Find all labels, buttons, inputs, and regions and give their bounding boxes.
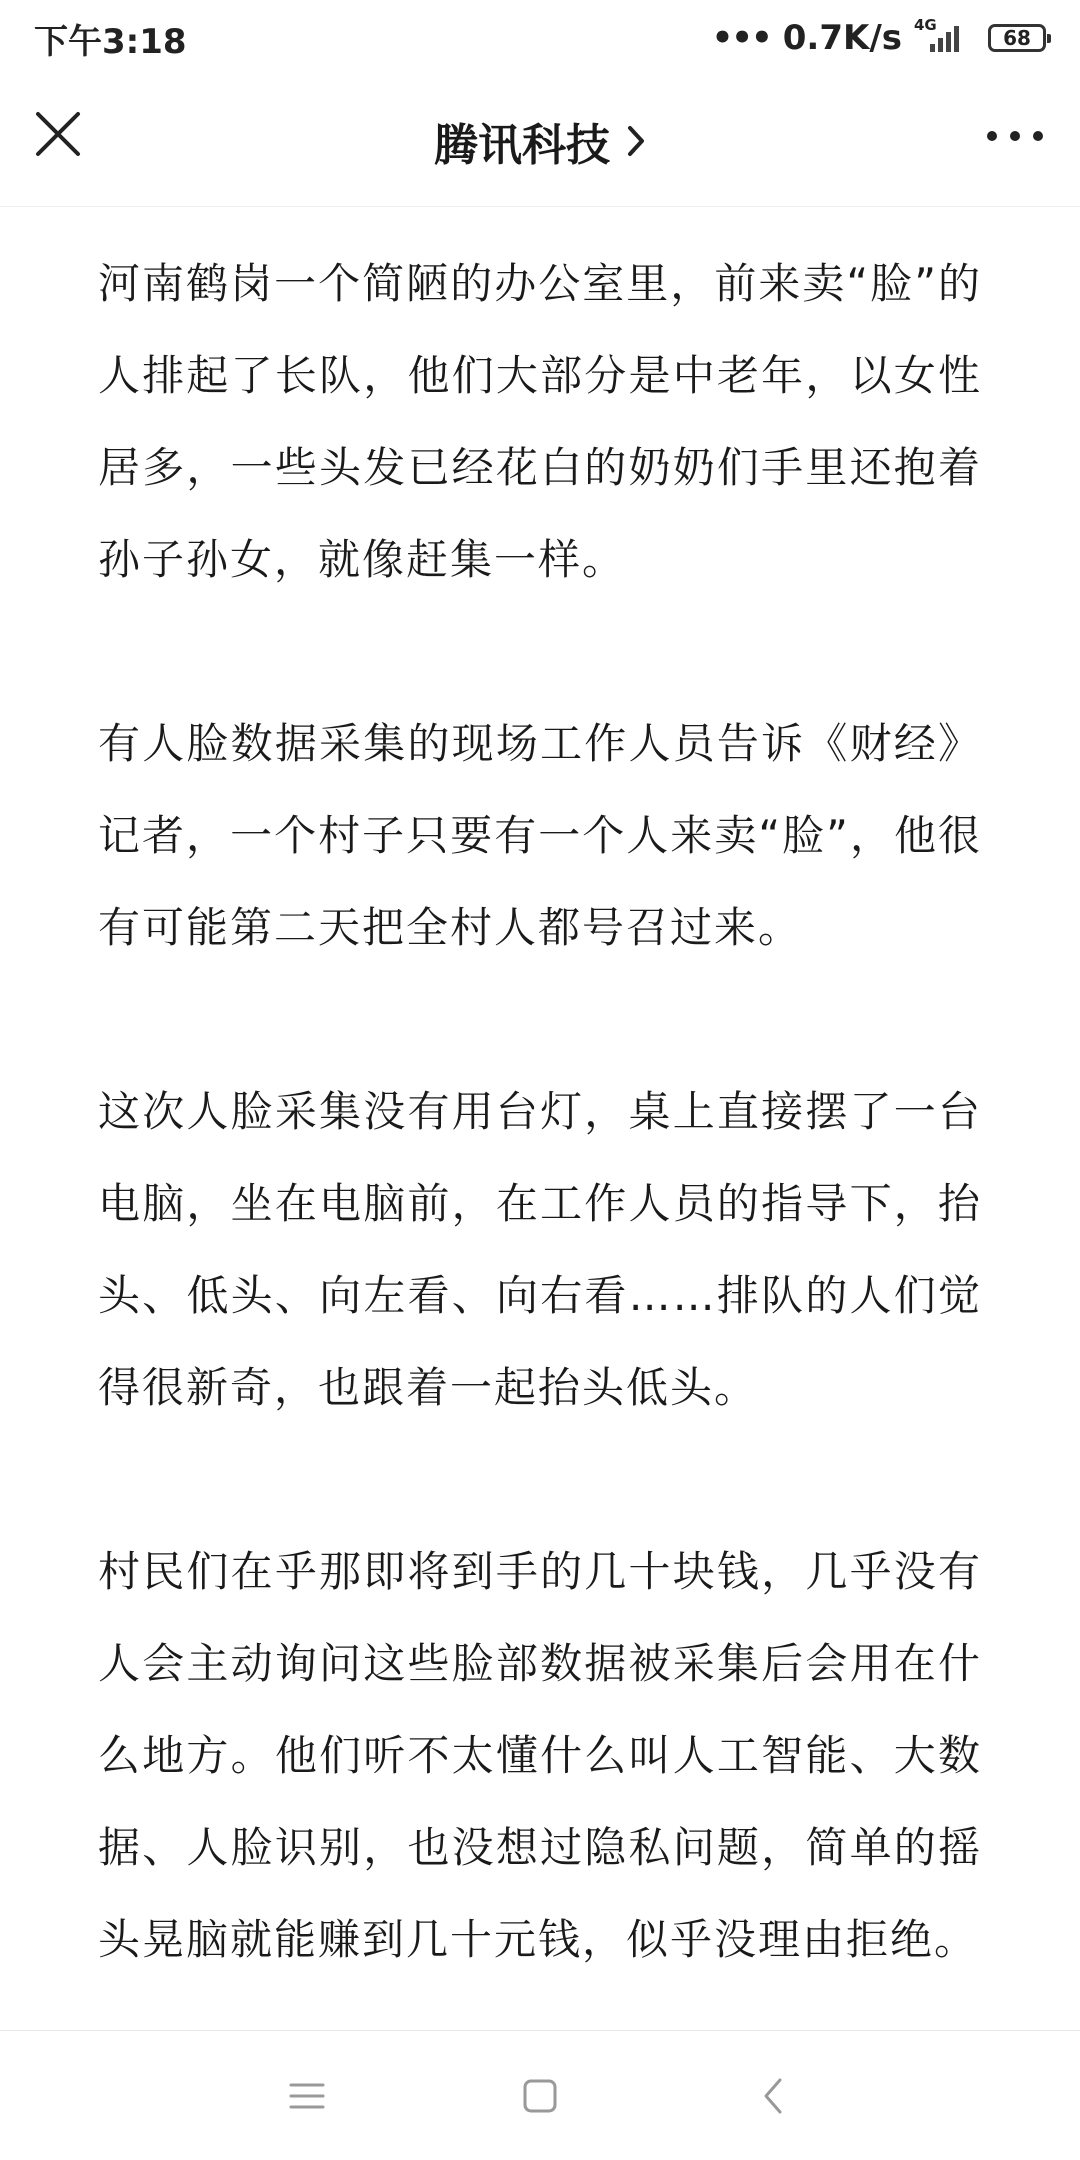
page-title: 腾讯科技 (434, 120, 610, 171)
status-time: 下午3:18 (34, 21, 187, 62)
article-body (98, 206, 982, 1986)
close-button[interactable] (30, 106, 86, 162)
article-paragraph: 这次人脸采集没有用台灯，桌上直接摆了一台电脑，坐在电脑前，在工作人员的指导下，抬头、低头、向左看、向右看……排队的人们觉得很新奇，也跟着一起抬头低头。 (98, 1087, 982, 1412)
signal-icon (914, 16, 972, 56)
recent-apps-button[interactable] (277, 2066, 337, 2126)
article-paragraph: 有人脸数据采集的现场工作人员告诉《财经》记者，一个村子只要有一个人来卖“脸”，他很有可能第二天把全村人都号召过来。 (98, 719, 982, 952)
status-indicators (712, 18, 1046, 58)
system-nav-bar (0, 2030, 1080, 2160)
article-paragraph: 河南鹤岗一个简陋的办公室里，前来卖“脸”的人排起了长队，他们大部分是中老年，以女性居多，一些头发已经花白的奶奶们手里还抱着孙子孙女，就像赶集一样。 (98, 259, 982, 584)
back-icon (758, 2076, 788, 2116)
article-paragraph: 村民们在乎那即将到手的几十块钱，几乎没有人会主动询问这些脸部数据被采集后会用在什么地方。他们听不太懂什么叫人工智能、大数据、人脸识别，也没想过隐私问题，简单的摇头晃脑就能赚到几十元钱，似乎没理由拒绝。 (98, 1547, 982, 1964)
title-bar (0, 76, 1080, 207)
network-speed: 0.7K/s (782, 18, 902, 58)
more-icon (980, 116, 1050, 156)
back-button[interactable] (743, 2066, 803, 2126)
close-icon (30, 106, 86, 162)
battery-level: 68 (1003, 26, 1031, 50)
network-type: 4G (914, 16, 937, 34)
home-icon (520, 2076, 560, 2116)
more-button[interactable] (980, 116, 1050, 156)
chevron-right-icon (626, 124, 646, 158)
account-title-link[interactable] (434, 109, 646, 173)
menu-icon (287, 2079, 327, 2113)
status-bar (0, 0, 1080, 76)
battery-icon (988, 24, 1046, 52)
notification-dots: ••• (711, 18, 771, 58)
home-button[interactable] (510, 2066, 570, 2126)
